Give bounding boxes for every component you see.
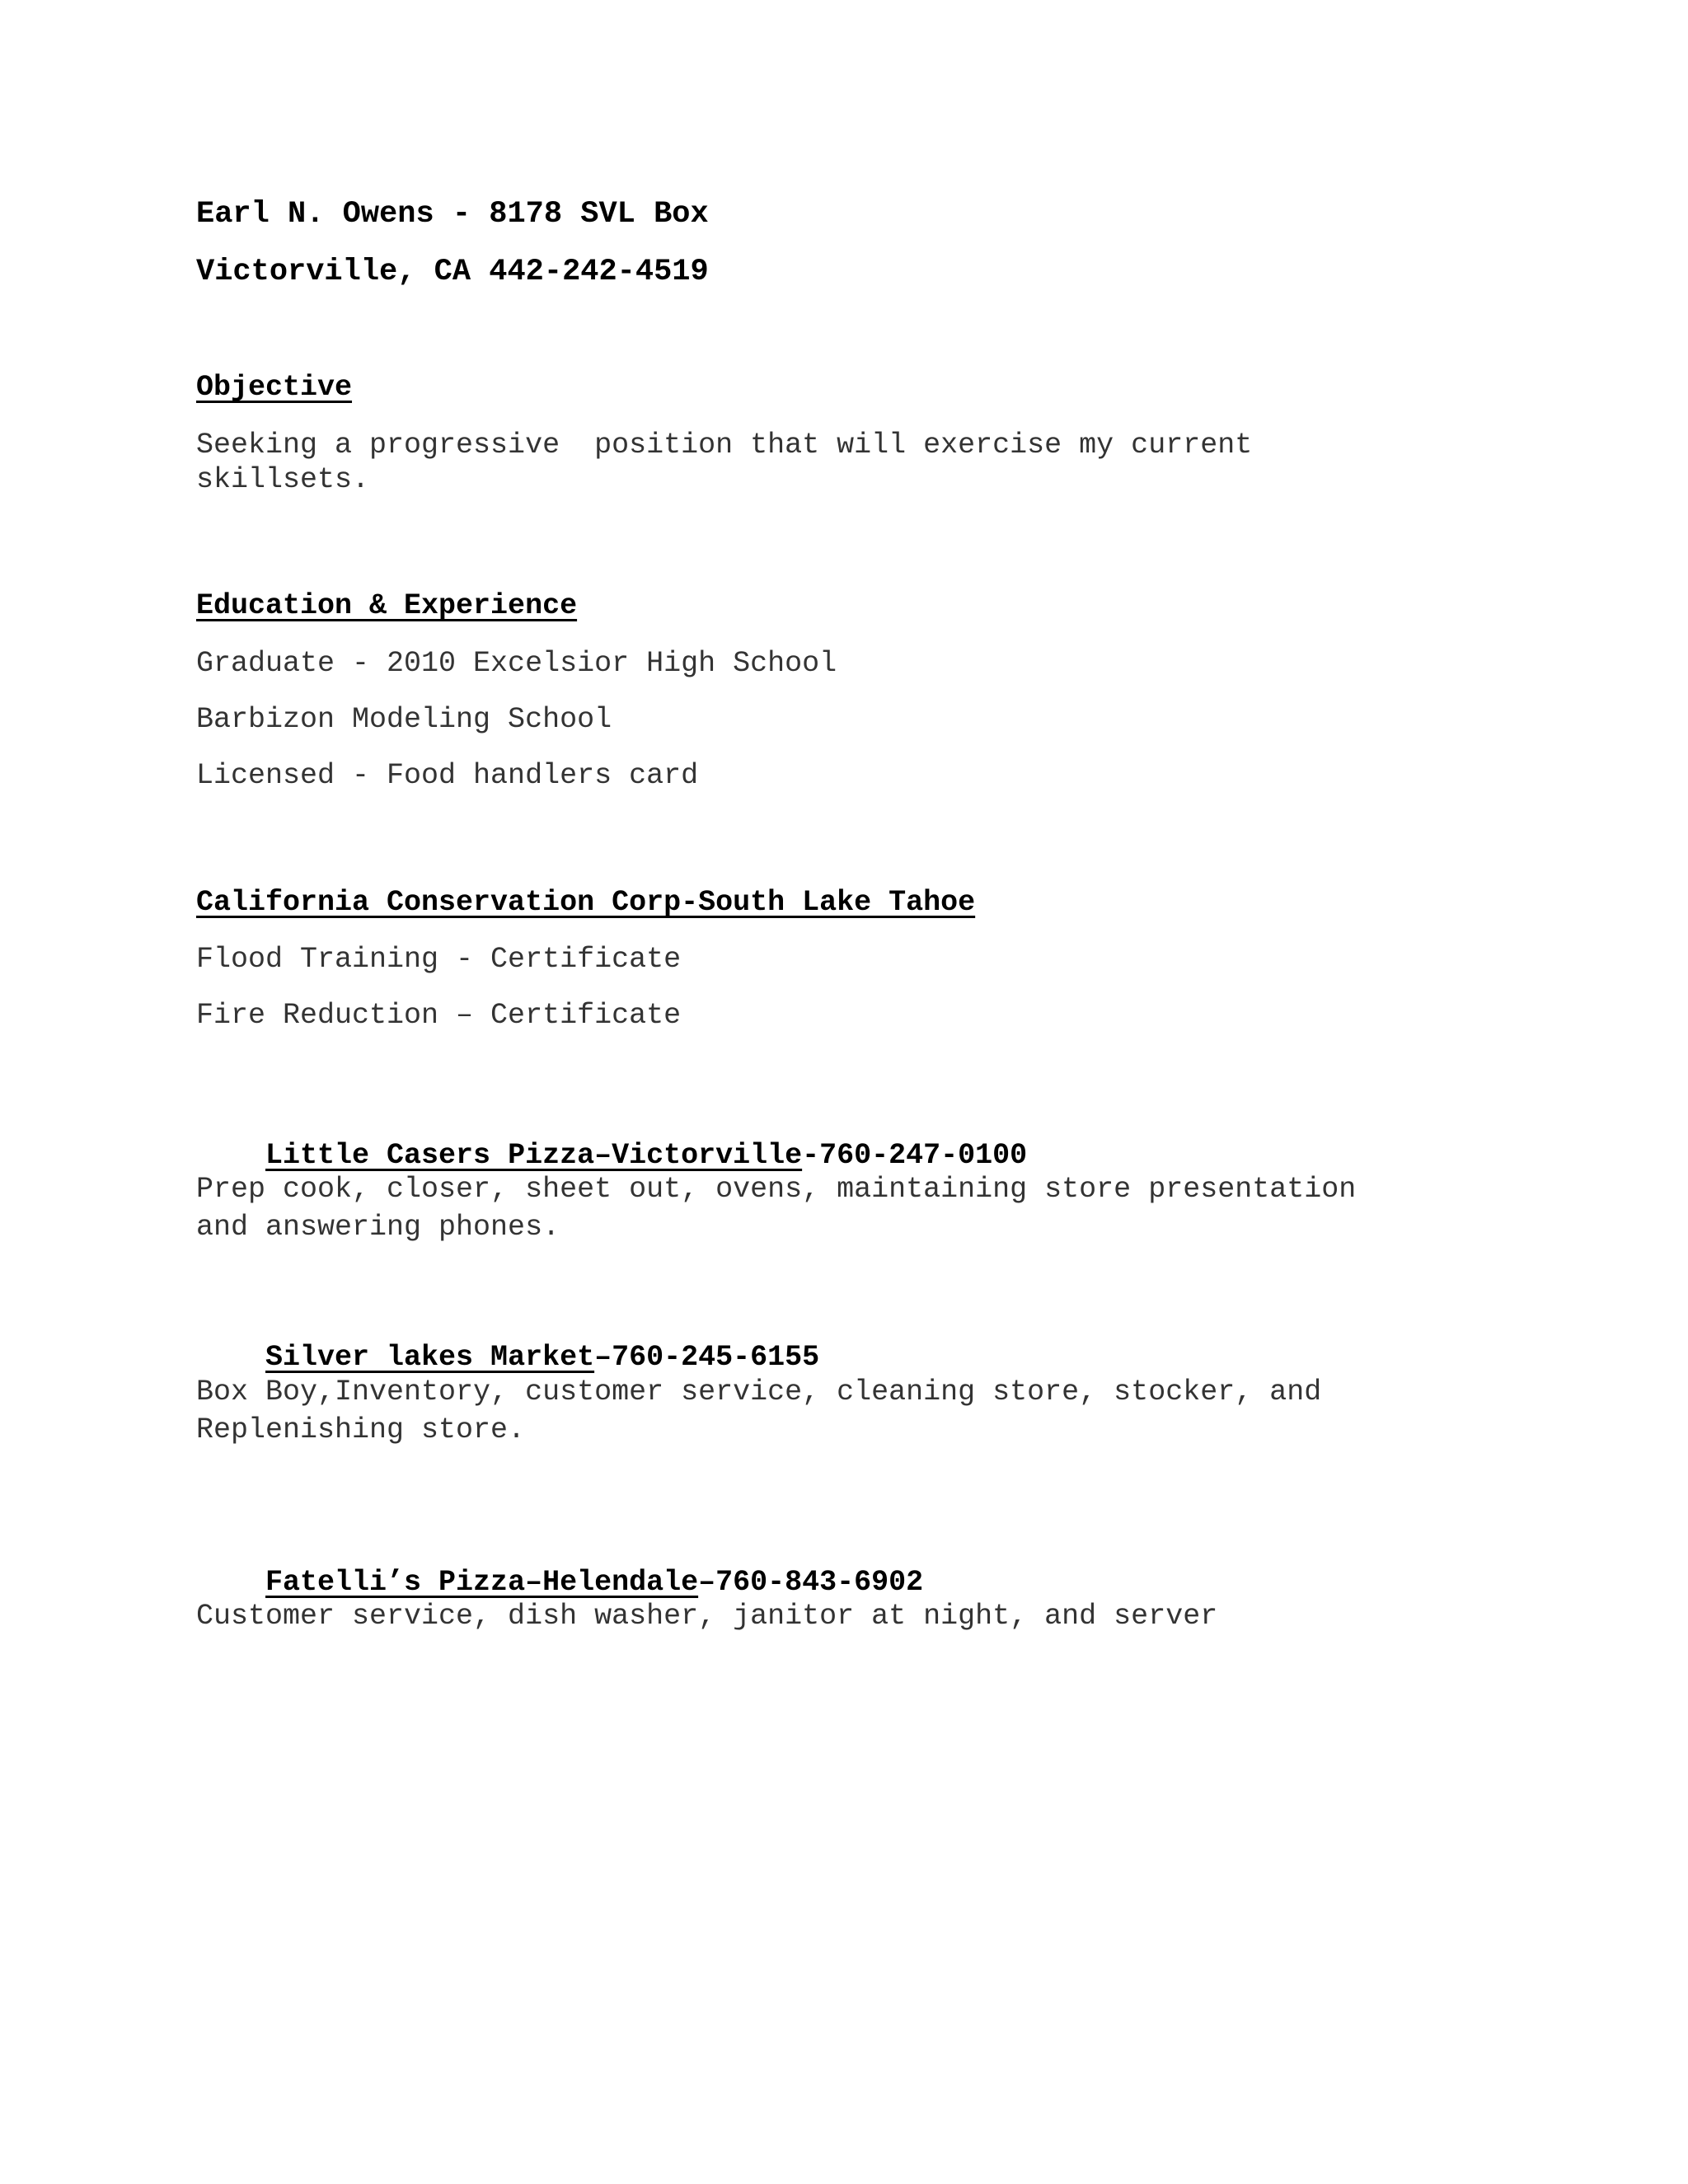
objective-heading: Objective: [196, 371, 353, 404]
education-item: Licensed - Food handlers card: [196, 759, 699, 792]
ccc-item: Flood Training - Certificate: [196, 943, 682, 976]
job-description-cont: and answering phones.: [196, 1211, 560, 1244]
education-item: Barbizon Modeling School: [196, 703, 612, 736]
ccc-item: Fire Reduction – Certificate: [196, 999, 682, 1032]
objective-text-cont: skillsets.: [196, 463, 370, 496]
job-description: Prep cook, closer, sheet out, ovens, maintaining store presentation: [196, 1173, 1357, 1206]
job-phone: –760-245-6155: [594, 1341, 820, 1374]
education-item: Graduate - 2010 Excelsior High School: [196, 647, 837, 680]
objective-text: Seeking a progressive position that will exercise my current: [196, 429, 1253, 462]
job-phone: –760-843-6902: [698, 1566, 924, 1599]
job-name: Little Casers Pizza–Victorville: [265, 1139, 803, 1172]
ccc-heading: California Conservation Corp-South Lake Tahoe: [196, 886, 976, 919]
job-description-cont: Replenishing store.: [196, 1413, 526, 1446]
job-description: Box Boy,Inventory, customer service, cleaning store, stocker, and: [196, 1376, 1322, 1408]
job-phone: -760-247-0100: [802, 1139, 1028, 1172]
job-description: Customer service, dish washer, janitor at night, and server: [196, 1600, 1218, 1633]
city-phone-line: Victorville, CA 442-242-4519: [196, 255, 709, 289]
name-address-line: Earl N. Owens - 8178 SVL Box: [196, 197, 709, 232]
job-name: Fatelli’s Pizza–Helendale: [265, 1566, 699, 1599]
job-name: Silver lakes Market: [265, 1341, 595, 1374]
education-heading: Education & Experience: [196, 589, 578, 622]
